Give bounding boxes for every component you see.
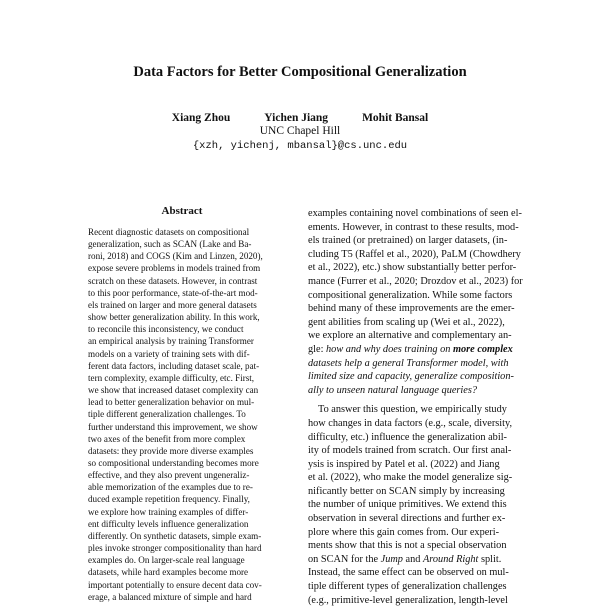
author-list [0,112,600,124]
text-line: ements. However, in contrast to these results, mod- [308,221,519,233]
text-line: examples do. On larger-scale real language [88,555,245,566]
text-line: (e.g., primitive-level generalization, length-level [308,594,508,606]
intro-paragraph-1 [308,207,532,343]
text-line: important potentially to ensure decent data cov- [88,579,262,590]
text-line: cluding T5 (Raffel et al., 2020), PaLM (Chowdhery [308,248,521,260]
text-line: els trained on larger and more general datasets [88,299,257,310]
text-line: duced example repetition frequency. Finally, [88,494,250,505]
text-line: datasets help a general Transformer model, with [308,357,509,369]
text-line: ferent data factors, including dataset scale, pat- [88,360,260,371]
text-line: datasets: they provide more diverse examples [88,445,254,456]
text-line: we show that increased dataset complexity can [88,385,259,396]
text-line: able memorization of the examples due to re- [88,482,253,493]
text-line: Recent diagnostic datasets on compositional [88,227,250,237]
intro-paragraph-2 [308,403,532,553]
text-line: two axes of the benefit from more complex [88,433,246,444]
text-line: Instead, the same effect can be observed on mul- [308,567,509,579]
text-line: roni, 2018) and COGS (Kim and Linzen, 2020), [88,251,263,262]
text-line: models on a variety of training sets with dif- [88,348,250,359]
text-line: difficulty, etc.) influence the generalization abil- [308,431,507,443]
text-line: tern complexity, example difficulty, etc. First, [88,372,255,383]
text-line: to reconcile this inconsistency, we conduct [88,324,244,335]
text-line: ally to unseen natural language queries? [308,384,478,396]
author-name: Yichen Jiang [264,112,329,124]
text-line: expose severe problems in models trained from [88,263,261,274]
text-line: generalization, such as SCAN (Lake and Ba- [88,239,252,250]
text-line: To answer this question, we empirically study [318,404,507,416]
author-name: Mohit Bansal [362,112,429,124]
text-line: et al. (2022), who make the model generalize sig- [308,472,513,484]
text-line: examples containing novel combinations of seen el- [308,208,522,219]
text-line: limited size and capacity, generalize composition- [308,371,514,383]
text-line: mance (Furrer et al., 2020; Drozdov et al., 2023) for [308,275,523,287]
text-line: we explore an alternative and complementary an- [308,330,512,342]
text-line: show better generalization ability. In this work, [88,312,260,323]
text-line: differently. On synthetic datasets, simple exam- [88,530,262,541]
text-line: we explore how training examples of differ- [88,506,249,517]
author-name: Xiang Zhou [171,112,231,124]
text-line: an empirical analysis by training Transformer [88,336,254,347]
text-line: gent abilities from scaling up (Wei et al., 2022), [308,316,505,328]
text-line: behind many of these improvements are the emer- [308,303,515,315]
text-line: ent difficulty levels influence generalization [88,518,249,529]
intro-question [308,357,532,398]
text-line: datasets, while hard examples become more [88,567,249,578]
text-line: nificantly better on SCAN simply by increasing [308,485,505,497]
text-line: tiple different generalization challenges. To [88,409,246,420]
text-line: erage, a balanced mixture of simple and hard [88,591,252,602]
text-line: ples invoke stronger compositionality than hard [88,543,262,554]
text-line: to this poor performance, state-of-the-art mod- [88,287,258,298]
text-line: et al., 2022), etc.) show substantially better perfor- [308,262,517,274]
text-line: further understand this improvement, we show [88,421,258,432]
intro-scan-line: on SCAN for the Jump and Around Right split. [308,553,502,565]
text-line: els trained (or pretrained) on larger datasets, (in- [308,235,508,247]
text-line: scratch on these datasets. However, in contrast [88,275,258,286]
abstract-body [88,226,276,603]
text-line: the number of unique primitives. We extend this [308,499,507,511]
text-line: ments show that this is not a special observation [308,540,507,552]
text-line: lead to better generalization behavior on mul- [88,397,255,408]
affiliation: UNC Chapel Hill [259,125,341,137]
text-line: observation in several directions and further ex- [308,513,506,525]
text-line: tiple different types of generalization challenges [308,581,507,593]
intro-paragraph-2-cont [308,566,532,607]
text-line: so compositional understanding becomes more [88,457,259,468]
author-email: {xzh, yichenj, mbansal}@cs.unc.edu [192,140,408,152]
text-line: plore where this gain comes from. Our experi- [308,526,500,538]
intro-column [308,207,532,607]
abstract-heading: Abstract [161,205,203,217]
intro-question-line: gle: how and why does training on more complex [308,343,513,355]
text-line: how changes in data factors (e.g., scale, diversity, [308,417,513,429]
text-line: ysis is inspired by Patel et al. (2022) and Jiang [308,458,500,470]
text-line: effective, and they also prevent ungeneraliz- [88,470,250,481]
text-line: ity of models trained from scratch. Our first anal- [308,445,512,457]
paper-title: Data Factors for Better Compositional Generalization [133,64,467,80]
text-line: compositional generalization. While some factors [308,289,513,301]
